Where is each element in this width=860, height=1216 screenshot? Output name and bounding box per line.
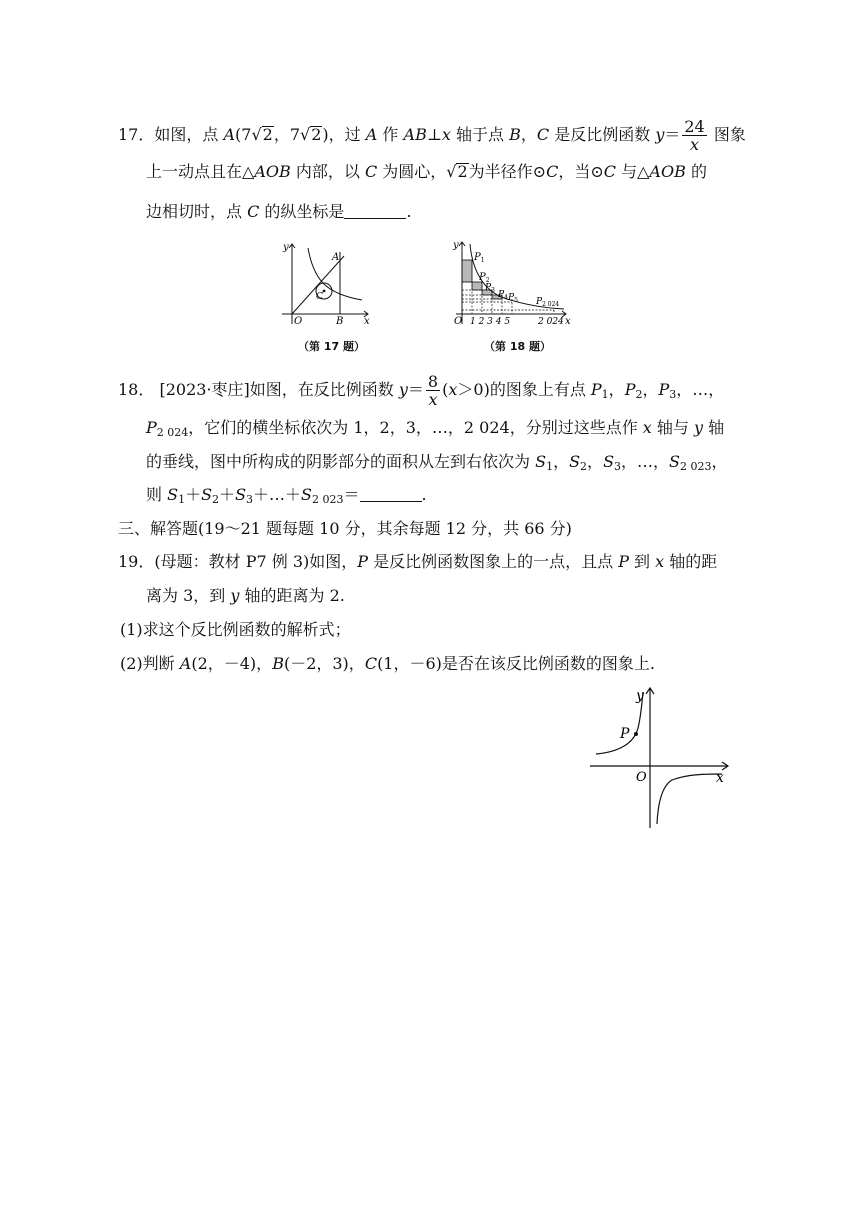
p: P — [536, 297, 543, 307]
sqrt-2: 2 — [262, 125, 273, 144]
sub: 4 — [504, 294, 508, 301]
text: ，当⊙ — [558, 162, 604, 181]
q18-number: 18． — [118, 380, 155, 399]
text: ＋ — [185, 485, 202, 504]
label-o: O — [294, 316, 303, 327]
text: . — [421, 485, 427, 504]
text: ＋…＋ — [253, 485, 302, 504]
label-c: C — [316, 292, 323, 302]
q17-line-2: 上一动点且在△AOB 内部，以 C 为圆心，√2为半径作⊙C，当⊙C 与△AOB 的 — [146, 162, 707, 181]
text: 的垂线，图中所构成的阴影部分的面积从左到右依次为 — [146, 452, 536, 471]
text: (－2，3)， — [283, 654, 365, 673]
text: ＝ — [343, 485, 360, 504]
text: 是反比例函数 — [549, 125, 656, 144]
label-y: y — [283, 242, 289, 253]
figure-17 — [272, 238, 382, 330]
text: 作 — [377, 125, 404, 144]
text: 如图，点 — [154, 125, 224, 144]
text: 离为 3，到 — [146, 586, 231, 605]
point-c: C — [364, 162, 378, 181]
q19-part-2 — [120, 654, 655, 674]
var-s: S — [201, 485, 213, 504]
label-p4 — [497, 290, 508, 301]
figure-18 — [448, 238, 578, 330]
point-a: A — [179, 654, 192, 673]
label-p1 — [473, 252, 485, 264]
label-p3 — [484, 283, 495, 294]
text: 为半径作⊙ — [468, 162, 547, 181]
var-y: y — [694, 418, 704, 437]
perp-symbol: ⊥ — [426, 125, 442, 144]
label-p: P — [620, 726, 630, 742]
text: ＋ — [219, 485, 236, 504]
sub: 2 024 — [542, 301, 560, 308]
text: 轴的距 — [664, 552, 718, 571]
q19-line-1 — [118, 552, 717, 572]
text: ＝ — [407, 380, 424, 399]
sub: 1 — [178, 493, 186, 506]
numerator: 24 — [684, 117, 705, 136]
text: (母题：教材 P7 例 3)如图， — [154, 552, 358, 571]
sqrt-2: 2 — [457, 162, 468, 181]
text: ， — [587, 452, 604, 471]
answer-blank — [344, 204, 406, 219]
label-x: x — [716, 770, 724, 786]
denominator: x — [690, 135, 700, 154]
q17-number: 17． — [118, 125, 155, 144]
text: 如图，在反比例函数 — [249, 380, 399, 399]
q18-line-1 — [118, 373, 724, 408]
shade-s2 — [472, 282, 482, 290]
sub: 2 023 — [312, 493, 344, 506]
label-o: O — [636, 770, 647, 785]
label-b: B — [336, 316, 344, 327]
source-tag: [2023·枣庄] — [159, 380, 250, 399]
q19-line-2 — [146, 586, 345, 606]
label-y: y — [453, 240, 459, 251]
shade-s1 — [462, 260, 472, 282]
var-s: S — [301, 485, 313, 504]
text: 轴的距离为 2. — [239, 586, 345, 605]
figure-19 — [588, 684, 738, 834]
tick-labels: 1 2 3 4 5 — [470, 317, 511, 327]
var-y: y — [655, 125, 665, 144]
caption-18: （第 18 题） — [484, 340, 551, 353]
text: ，7 — [273, 125, 301, 144]
text: 为圆心， — [377, 162, 447, 181]
point-b: B — [509, 125, 521, 144]
var-s: S — [569, 452, 581, 471]
text: ， — [553, 452, 570, 471]
text: 与△ — [616, 162, 650, 181]
q19-part-1: (1)求这个反比例函数的解析式； — [120, 620, 351, 639]
fraction-8-over-x — [426, 373, 440, 408]
text: (2，－4)， — [191, 654, 273, 673]
var-x: x — [448, 380, 458, 399]
sub: 1 — [480, 257, 485, 264]
q18-line-3 — [146, 452, 728, 477]
var-s: S — [235, 485, 247, 504]
sub: 5 — [514, 297, 518, 304]
text: )，过 — [322, 125, 366, 144]
center-c — [323, 290, 326, 293]
point-c: C — [603, 162, 617, 181]
denominator: x — [428, 390, 438, 409]
text: 图象 — [708, 125, 746, 144]
point-p: P — [357, 552, 369, 571]
sub: 1 — [601, 388, 609, 401]
point-c: C — [364, 654, 378, 673]
point-p-dot — [634, 732, 638, 736]
q18-line-4 — [146, 485, 427, 510]
text: ，…， — [676, 380, 725, 399]
point-c: C — [536, 125, 550, 144]
q19-number: 19． — [118, 552, 155, 571]
label-p2024 — [535, 297, 559, 308]
section-3-heading: 三、解答题(19～21 题每题 10 分，其余每题 12 分，共 66 分) — [118, 519, 572, 538]
q17-line-3 — [146, 202, 412, 222]
text: 边相切时，点 — [146, 202, 248, 221]
text: (7 — [235, 125, 252, 144]
sub: 2 023 — [680, 460, 712, 473]
label-y: y — [636, 688, 644, 704]
text: ( — [442, 380, 449, 399]
text: ＝ — [664, 125, 681, 144]
sub: 2 — [635, 388, 643, 401]
text: 的纵坐标是 — [259, 202, 345, 221]
text: 轴 — [703, 418, 725, 437]
q17-line-1: 17．如图，点 A(7√2，7√2)，过 A 作 AB⊥x 轴于点 B，C 是反比例函数 y＝ $\frac{24}{x}$ 图象 — [118, 117, 746, 154]
point-p: P — [590, 380, 602, 399]
text: (2)判断 — [120, 654, 180, 673]
var-y: y — [230, 586, 240, 605]
var-x: x — [441, 125, 451, 144]
sub: 3 — [491, 287, 495, 294]
text: ， — [608, 380, 625, 399]
sub: 2 — [485, 277, 490, 284]
text: ， — [642, 380, 659, 399]
var-x: x — [642, 418, 652, 437]
label-o: O — [454, 316, 463, 327]
var-s: S — [603, 452, 615, 471]
q18-line-2 — [146, 418, 724, 443]
text: 内部，以 — [290, 162, 365, 181]
point-c: C — [247, 202, 260, 221]
text: 的 — [685, 162, 707, 181]
sub: 2 — [580, 460, 588, 473]
p: P — [508, 293, 515, 303]
text: . — [406, 202, 412, 221]
var-x: x — [655, 552, 665, 571]
p: P — [498, 290, 505, 300]
text: 轴于点 — [450, 125, 510, 144]
answer-blank — [360, 487, 422, 502]
text: ， — [520, 125, 537, 144]
caption-17: （第 17 题） — [298, 340, 365, 353]
sub: 1 — [546, 460, 554, 473]
fraction-24-over-x — [682, 118, 706, 153]
text: (1，－6)是否在该反比例函数的图象上. — [377, 654, 655, 673]
triangle-aob: AOB — [649, 162, 686, 181]
sub: 2 — [212, 493, 220, 506]
text: 则 — [146, 485, 168, 504]
p: P — [479, 272, 486, 283]
text: 轴与 — [651, 418, 695, 437]
point-a: A — [223, 125, 236, 144]
var-s: S — [535, 452, 547, 471]
text: 上一动点且在△ — [146, 162, 255, 181]
sub: 3 — [246, 493, 254, 506]
numerator: 8 — [427, 372, 439, 391]
tick-last: 2 024 — [538, 317, 564, 327]
triangle-aob: AOB — [254, 162, 291, 181]
point-c: C — [546, 162, 559, 181]
text: ，它们的横坐标依次为 1，2，3，…，2 024，分别过这些点作 — [188, 418, 643, 437]
label-a: A — [332, 252, 340, 263]
sub: 3 — [614, 460, 622, 473]
var-s: S — [167, 485, 179, 504]
sqrt-2: 2 — [311, 125, 322, 144]
point-a: A — [365, 125, 378, 144]
point-p: P — [658, 380, 670, 399]
label-p5 — [507, 293, 518, 304]
segment-ab: AB — [403, 125, 427, 144]
text: ＞0)的图象上有点 — [457, 380, 591, 399]
point-p: P — [624, 380, 636, 399]
text: 是反比例函数图象上的一点，且点 — [368, 552, 619, 571]
var-y: y — [398, 380, 408, 399]
point-p: P — [146, 418, 157, 437]
p: P — [485, 283, 492, 293]
label-x: x — [565, 316, 571, 327]
text: ，…， — [621, 452, 670, 471]
var-s: S — [669, 452, 681, 471]
sub: 3 — [669, 388, 677, 401]
sub: 2 024 — [156, 426, 189, 439]
point-p: P — [618, 552, 629, 571]
hyperbola-branch-right — [657, 774, 722, 824]
point-b: B — [272, 654, 284, 673]
text: 到 — [628, 552, 656, 571]
label-x: x — [364, 316, 370, 327]
text: ， — [711, 452, 728, 471]
p: P — [474, 252, 481, 263]
